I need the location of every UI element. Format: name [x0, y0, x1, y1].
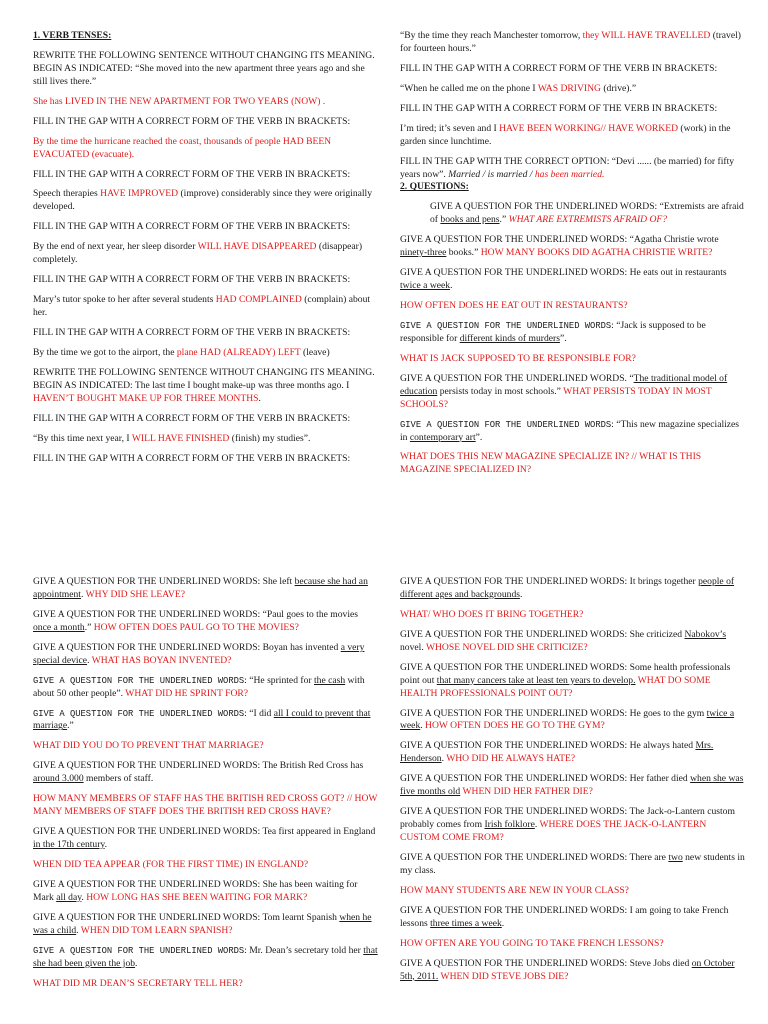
exercise-paragraph [33, 859, 378, 872]
text-run: GIVE A QUESTION FOR THE UNDERLINED WORDS [33, 708, 245, 719]
answer-text: By the time the hurricane reached the coast, thousands of people HAD BEEN EVACUATED (evacuate). [33, 135, 332, 160]
text-run: books.” [446, 247, 481, 259]
text-run: FILL IN THE GAP WITH A CORRECT FORM OF THE VERB IN BRACKETS: [33, 168, 351, 180]
text-run: GIVE A QUESTION FOR THE UNDERLINED WORDS: Tea first appeared in England [33, 826, 376, 838]
exercise-paragraph [33, 96, 378, 109]
exercise-paragraph [400, 30, 745, 56]
text-run: new students in my class. [400, 851, 745, 876]
underlined-text: that she had been given the job [33, 944, 378, 969]
text-run: (work) in the garden since lunchtime. [400, 122, 731, 147]
text-run: GIVE A QUESTION FOR THE UNDERLINED WORDS: He goes to the gym [400, 707, 707, 719]
exercise-paragraph [400, 156, 745, 182]
text-run: : Mr. Dean’s secretary told her [244, 944, 364, 956]
text-run: novel. [400, 641, 426, 653]
paragraph-gap [400, 878, 745, 885]
answer-text: WHAT DID YOU DO TO PREVENT THAT MARRIAGE? [33, 740, 264, 752]
text-run: FILL IN THE GAP WITH A CORRECT FORM OF THE VERB IN BRACKETS: [33, 326, 351, 338]
text-run: GIVE A QUESTION FOR THE UNDERLINED WORDS: I am going to take French lessons [400, 904, 729, 929]
paragraph-gap [33, 733, 378, 740]
exercise-paragraph [33, 347, 378, 360]
text-run: . [420, 720, 426, 732]
text-run: (complain) about her. [33, 294, 371, 318]
underlined-text: in the 17th century [33, 839, 105, 850]
exercise-paragraph [400, 629, 745, 655]
exercise-paragraph [400, 773, 745, 799]
text-run: GIVE A QUESTION FOR THE UNDERLINED WORDS: Boyan has invented [33, 641, 341, 653]
text-run: GIVE A QUESTION FOR THE UNDERLINED WORDS: Some health professionals point out [400, 661, 731, 686]
exercise-paragraph [33, 274, 378, 287]
exercise-paragraph [33, 30, 378, 43]
underlined-text: because she had an appointment [33, 576, 368, 600]
answer-text: HOW OFTEN ARE YOU GOING TO TAKE FRENCH LESSONS? [400, 937, 664, 949]
paragraph-gap [33, 162, 378, 169]
answer-text: has been married. [534, 168, 605, 180]
text-run: persists today in most schools.” [437, 385, 564, 397]
text-run: members of staff. [83, 773, 154, 785]
answer-text: HOW MANY STUDENTS ARE NEW IN YOUR CLASS? [400, 884, 629, 896]
paragraph-gap [400, 56, 745, 63]
paragraph-gap [33, 287, 378, 294]
text-run: GIVE A QUESTION FOR THE UNDERLINED WORDS: She criticized [400, 628, 685, 640]
paragraph-gap [33, 320, 378, 327]
page2-right-column [400, 576, 745, 983]
exercise-paragraph [400, 103, 745, 116]
underlined-text: once a month [33, 621, 85, 633]
paragraph-gap [33, 753, 378, 760]
exercise-paragraph [33, 327, 378, 340]
answer-text: plane HAD (ALREADY) LEFT [176, 346, 301, 358]
paragraph-gap [400, 931, 745, 938]
paragraph-gap [33, 267, 378, 274]
paragraph-gap [400, 227, 745, 234]
text-run: . [258, 392, 261, 404]
text-run: GIVE A QUESTION FOR THE UNDERLINED WORDS: Steve Jobs died [400, 957, 692, 969]
text-run: GIVE A QUESTION FOR THE UNDERLINED WORDS: The Jack-o-Lantern custom probably comes from [400, 806, 735, 831]
paragraph-gap [400, 412, 745, 419]
page1-left-column [33, 30, 378, 465]
page1-right-column [400, 30, 745, 477]
text-run: GIVE A QUESTION FOR THE UNDERLINED WORDS: He eats out in restaurants [400, 267, 727, 279]
text-run: .” [499, 214, 509, 226]
text-run: GIVE A QUESTION FOR THE UNDERLINED WORDS [33, 945, 245, 956]
paragraph-gap [33, 340, 378, 347]
paragraph-gap [33, 43, 378, 50]
text-run: Married / is married / [448, 168, 535, 180]
paragraph-gap [33, 214, 378, 221]
exercise-paragraph [400, 234, 745, 260]
underlined-text: all day [56, 891, 82, 903]
text-run: (improve) considerably since they were originally developed. [33, 188, 373, 213]
exercise-paragraph [400, 373, 745, 412]
text-run: REWRITE THE FOLLOWING SENTENCE WITHOUT CHANGING ITS MEANING. BEGIN AS INDICATED: The last time I bought make-up was three months ago. I [33, 366, 375, 391]
exercise-paragraph [33, 642, 378, 668]
text-run: . [87, 654, 92, 666]
text-run: “By the time they reach Manchester tomorrow, [400, 30, 583, 41]
exercise-paragraph [400, 353, 745, 366]
paragraph-gap [400, 76, 745, 83]
exercise-paragraph [400, 83, 745, 96]
paragraph-gap [33, 360, 378, 367]
exercise-paragraph [33, 740, 378, 753]
text-run: . [80, 588, 86, 600]
underlined-text: around 3.000 [33, 773, 84, 785]
text-run: (travel) for fourteen hours.” [400, 30, 741, 54]
answer-text: She has LIVED IN THE NEW APARTMENT FOR TWO YEARS (NOW) . [33, 95, 326, 107]
paragraph-gap [33, 786, 378, 793]
paragraph-gap [400, 951, 745, 958]
exercise-paragraph [33, 221, 378, 234]
exercise-paragraph [33, 793, 378, 819]
answer-text: WHOSE NOVEL DID SHE CRITICIZE? [425, 641, 588, 653]
paragraph-gap [33, 426, 378, 433]
answer-text: HOW LONG HAS SHE BEEN WAITING FOR MARK? [86, 891, 308, 903]
answer-text: WHAT DO SOME HEALTH PROFESSIONALS POINT OUT? [400, 674, 711, 699]
paragraph-gap [33, 971, 378, 978]
text-run: GIVE A QUESTION FOR THE UNDERLINED WORDS: “Agatha Christie wrote [400, 234, 719, 246]
exercise-paragraph [400, 740, 745, 766]
text-run: ”. [475, 431, 483, 443]
exercise-paragraph [33, 367, 378, 406]
exercise-paragraph [400, 419, 745, 445]
answer-text: HOW OFTEN DOES PAUL GO TO THE MOVIES? [93, 621, 299, 633]
text-run: GIVE A QUESTION FOR THE UNDERLINED WORDS: Tom learnt Spanish [33, 911, 340, 923]
exercise-paragraph [400, 300, 745, 313]
answer-text: WHEN DID TEA APPEAR (FOR THE FIRST TIME) IN ENGLAND? [33, 858, 309, 870]
text-run: FILL IN THE GAP WITH A CORRECT FORM OF THE VERB IN BRACKETS: [33, 452, 351, 464]
underlined-text: Mrs. Henderson [400, 740, 714, 765]
exercise-paragraph [400, 958, 745, 984]
answer-text: HOW MANY MEMBERS OF STAFF HAS THE BRITISH RED CROSS GOT? // HOW MANY MEMBERS OF STAFF DOES THE BRITISH RED CROSS HAVE? [33, 793, 378, 818]
paragraph-gap [33, 852, 378, 859]
paragraph-gap [33, 701, 378, 708]
exercise-paragraph [400, 938, 745, 951]
text-run: : “Jack is supposed to be responsible for [400, 319, 706, 344]
text-run: . [501, 917, 505, 929]
text-run: GIVE A QUESTION FOR THE UNDERLINED WORDS: She has been waiting for Mark [33, 878, 358, 903]
exercise-paragraph [400, 63, 745, 76]
exercise-paragraph [33, 609, 378, 635]
text-run: . [104, 839, 107, 850]
answer-text: WHAT HAS BOYAN INVENTED? [91, 654, 232, 666]
text-run: 1. VERB TENSES: [33, 30, 112, 41]
paragraph-gap [33, 938, 378, 945]
underlined-text: that many cancers take at least ten years to develop. [436, 674, 636, 686]
underlined-text: when she was five months old [400, 773, 744, 798]
text-run: : “I did [244, 707, 274, 719]
paragraph-gap [33, 129, 378, 136]
underlined-text: when he was a child [33, 911, 372, 936]
answer-text: WHY DID SHE LEAVE? [85, 588, 185, 600]
exercise-paragraph [400, 320, 745, 346]
underlined-text: Irish folklore [484, 819, 535, 831]
underlined-text: the cash [313, 674, 346, 686]
answer-text: HAVE BEEN WORKING// HAVE WORKED [499, 122, 679, 134]
paragraph-gap [400, 898, 745, 905]
paragraph-gap [33, 89, 378, 96]
answer-text: they WILL HAVE TRAVELLED [582, 30, 711, 41]
text-run: ”. [559, 332, 567, 344]
paragraph-gap [400, 346, 745, 353]
text-run: : “This new magazine specializes in [400, 418, 740, 443]
underlined-text: The traditional model of education [400, 372, 728, 397]
exercise-paragraph [400, 905, 745, 931]
answer-text: WHEN DID STEVE JOBS DIE? [440, 970, 569, 982]
text-run: GIVE A QUESTION FOR THE UNDERLINED WORDS [400, 320, 612, 331]
text-run: GIVE A QUESTION FOR THE UNDERLINED WORDS [33, 675, 245, 686]
exercise-paragraph [33, 675, 378, 701]
underlined-text: two [668, 851, 683, 863]
paragraph-gap [33, 819, 378, 826]
text-run: with about 50 other people”. [33, 674, 365, 699]
answer-text: WHAT IS JACK SUPPOSED TO BE RESPONSIBLE FOR? [400, 352, 636, 364]
answer-text: WHAT/ WHO DOES IT BRING TOGETHER? [400, 608, 584, 620]
exercise-paragraph [33, 708, 378, 734]
answer-text: WILL HAVE FINISHED [131, 432, 230, 444]
text-run: .” [67, 720, 74, 732]
paragraph-gap [400, 845, 745, 852]
answer-text: WHAT DID MR DEAN’S SECRETARY TELL HER? [33, 977, 243, 989]
paragraph-gap [33, 635, 378, 642]
exercise-paragraph [33, 453, 378, 466]
paragraph-gap [400, 655, 745, 662]
text-run: GIVE A QUESTION FOR THE UNDERLINED WORDS: She left [33, 576, 295, 587]
text-run: FILL IN THE GAP WITH A CORRECT FORM OF THE VERB IN BRACKETS: [33, 115, 351, 127]
text-run: I’m tired; it’s seven and I [400, 122, 500, 134]
worksheet-page-2 [0, 560, 768, 1024]
text-run: “When he called me on the phone I [400, 82, 538, 94]
text-run: GIVE A QUESTION FOR THE UNDERLINED WORDS: There are [400, 851, 669, 863]
answer-text: WHO DID HE ALWAYS HATE? [446, 753, 576, 765]
underlined-text: people of different ages and backgrounds [400, 576, 735, 600]
text-run: GIVE A QUESTION FOR THE UNDERLINED WORDS [400, 419, 612, 430]
underlined-text: contemporary art [409, 431, 476, 443]
exercise-paragraph [400, 708, 745, 734]
text-run: GIVE A QUESTION FOR THE UNDERLINED WORDS. “ [400, 372, 634, 384]
exercise-paragraph [400, 609, 745, 622]
underlined-text: three times a week [430, 917, 502, 929]
exercise-paragraph [33, 978, 378, 991]
text-run: FILL IN THE GAP WITH A CORRECT FORM OF THE VERB IN BRACKETS: [33, 274, 351, 286]
exercise-paragraph [400, 885, 745, 898]
exercise-paragraph [33, 912, 378, 938]
answer-text: WHAT DID HE SPRINT FOR? [125, 687, 249, 699]
text-run: : “He sprinted for [244, 674, 314, 686]
answer-text: WHAT PERSISTS TODAY IN MOST SCHOOLS? [400, 385, 712, 410]
paragraph-gap [33, 602, 378, 609]
text-run: GIVE A QUESTION FOR THE UNDERLINED WORDS: “Extremists are afraid of [430, 201, 744, 226]
text-run: (drive).” [600, 82, 637, 94]
answer-text: HAVEN’T BOUGHT MAKE UP FOR THREE MONTHS [33, 392, 259, 404]
paragraph-gap [33, 446, 378, 453]
paragraph-gap [400, 733, 745, 740]
paragraph-gap [400, 444, 745, 451]
paragraph-gap [400, 602, 745, 609]
text-run: . [519, 588, 523, 600]
exercise-paragraph [33, 879, 378, 905]
paragraph-gap [33, 905, 378, 912]
exercise-paragraph [33, 50, 378, 89]
paragraph-gap [400, 96, 745, 103]
answer-text: WAS DRIVING [537, 82, 601, 94]
text-run: GIVE A QUESTION FOR THE UNDERLINED WORDS: He always hated [400, 740, 696, 752]
exercise-paragraph [400, 123, 745, 149]
underlined-text: ninety-three [400, 247, 447, 259]
text-run: . [76, 924, 81, 936]
exercise-paragraph [400, 201, 745, 227]
paragraph-gap [400, 701, 745, 708]
text-run: (leave) [300, 346, 330, 358]
text-run: . [135, 957, 138, 969]
text-run: “By this time next year, I [33, 432, 132, 444]
exercise-paragraph [400, 852, 745, 878]
text-run: FILL IN THE GAP WITH A CORRECT FORM OF THE VERB IN BRACKETS: [33, 412, 351, 424]
text-run: GIVE A QUESTION FOR THE UNDERLINED WORDS: “Paul goes to the movies [33, 608, 359, 620]
paragraph-gap [400, 366, 745, 373]
exercise-paragraph [33, 241, 378, 267]
exercise-paragraph [400, 806, 745, 845]
underlined-text: different kinds of murders [459, 332, 560, 344]
underlined-text: all I could to prevent that marriage [33, 707, 371, 732]
exercise-paragraph [33, 826, 378, 852]
answer-text: WHAT DOES THIS NEW MAGAZINE SPECIALIZE IN? // WHAT IS THIS MAGAZINE SPECIALIZED IN? [400, 451, 702, 476]
answer-text: WHERE DOES THE JACK-O-LANTERN CUSTOM COME FROM? [400, 819, 707, 843]
exercise-paragraph [400, 576, 745, 602]
paragraph-gap [400, 766, 745, 773]
paragraph-gap [400, 293, 745, 300]
exercise-paragraph [33, 169, 378, 182]
paragraph-gap [400, 116, 745, 123]
text-run: By the time we got to the airport, the [33, 346, 177, 358]
text-run: REWRITE THE FOLLOWING SENTENCE WITHOUT CHANGING ITS MEANING. BEGIN AS INDICATED: “She moved into the new apartment three years ago and she still lives there.” [33, 49, 375, 87]
answer-text: HAVE IMPROVED [100, 188, 179, 200]
exercise-paragraph [400, 451, 745, 477]
paragraph-gap [33, 234, 378, 241]
text-run: GIVE A QUESTION FOR THE UNDERLINED WORDS: It brings together [400, 576, 699, 587]
paragraph-gap [400, 313, 745, 320]
paragraph-gap [400, 194, 745, 201]
exercise-paragraph [33, 760, 378, 786]
answer-text: HOW OFTEN DOES HE EAT OUT IN RESTAURANTS? [400, 300, 628, 311]
answer-text: HOW MANY BOOKS DID AGATHA CHRISTIE WRITE? [480, 247, 713, 259]
paragraph-gap [400, 622, 745, 629]
text-run: 2. QUESTIONS: [400, 181, 469, 193]
exercise-paragraph [33, 413, 378, 426]
exercise-paragraph [33, 136, 378, 162]
underlined-text: twice a week [400, 280, 451, 292]
text-run: GIVE A QUESTION FOR THE UNDERLINED WORDS: The British Red Cross has [33, 760, 364, 772]
answer-text: HOW OFTEN DOES HE GO TO THE GYM? [425, 720, 605, 732]
exercise-paragraph [400, 662, 745, 701]
paragraph-gap [33, 406, 378, 413]
exercise-paragraph [33, 116, 378, 129]
paragraph-gap [400, 260, 745, 267]
text-run: GIVE A QUESTION FOR THE UNDERLINED WORDS: Her father died [400, 773, 691, 785]
exercise-paragraph [33, 433, 378, 446]
answer-text: WHEN DID HER FATHER DIE? [462, 786, 593, 798]
exercise-paragraph [33, 576, 378, 602]
paragraph-gap [33, 109, 378, 116]
answer-text: WHAT ARE EXTREMISTS AFRAID OF? [508, 214, 668, 226]
text-run: (finish) my studies”. [229, 432, 311, 444]
paragraph-gap [33, 181, 378, 188]
paragraph-gap [400, 149, 745, 156]
answer-text: WHEN DID TOM LEARN SPANISH? [80, 924, 233, 936]
text-run: FILL IN THE GAP WITH A CORRECT FORM OF THE VERB IN BRACKETS: [400, 62, 718, 74]
text-run: . [81, 891, 87, 903]
paragraph-gap [400, 799, 745, 806]
paragraph-gap [33, 668, 378, 675]
paragraph-gap [33, 872, 378, 879]
text-run: FILL IN THE GAP WITH A CORRECT FORM OF THE VERB IN BRACKETS: [400, 102, 718, 114]
underlined-text: a very special device [33, 641, 365, 666]
text-run: (disappear) completely. [33, 241, 363, 266]
text-run: Mary’s tutor spoke to her after several students [33, 294, 216, 306]
exercise-paragraph [400, 267, 745, 293]
answer-text: HAD COMPLAINED [215, 294, 302, 306]
exercise-paragraph [33, 294, 378, 320]
underlined-text: Nabokov’s [684, 628, 727, 640]
text-run: . [534, 819, 540, 831]
text-run: FILL IN THE GAP WITH THE CORRECT OPTION: “Devi ...... (be married) for fifty years now”. [400, 155, 735, 180]
text-run: . [441, 753, 447, 765]
text-run: Speech therapies [33, 188, 101, 200]
exercise-paragraph [33, 945, 378, 971]
underlined-text: twice a week [400, 707, 735, 732]
exercise-paragraph [400, 181, 745, 194]
text-run: FILL IN THE GAP WITH A CORRECT FORM OF THE VERB IN BRACKETS: [33, 221, 351, 233]
text-run: . [450, 280, 453, 292]
underlined-text: books and pens [440, 214, 500, 226]
underlined-text: on October 5th, 2011. [400, 957, 735, 982]
text-run: .” [84, 621, 94, 633]
answer-text: WILL HAVE DISAPPEARED [197, 241, 317, 253]
page2-left-column [33, 576, 378, 990]
exercise-paragraph [33, 188, 378, 214]
text-run: By the end of next year, her sleep disorder [33, 241, 198, 253]
